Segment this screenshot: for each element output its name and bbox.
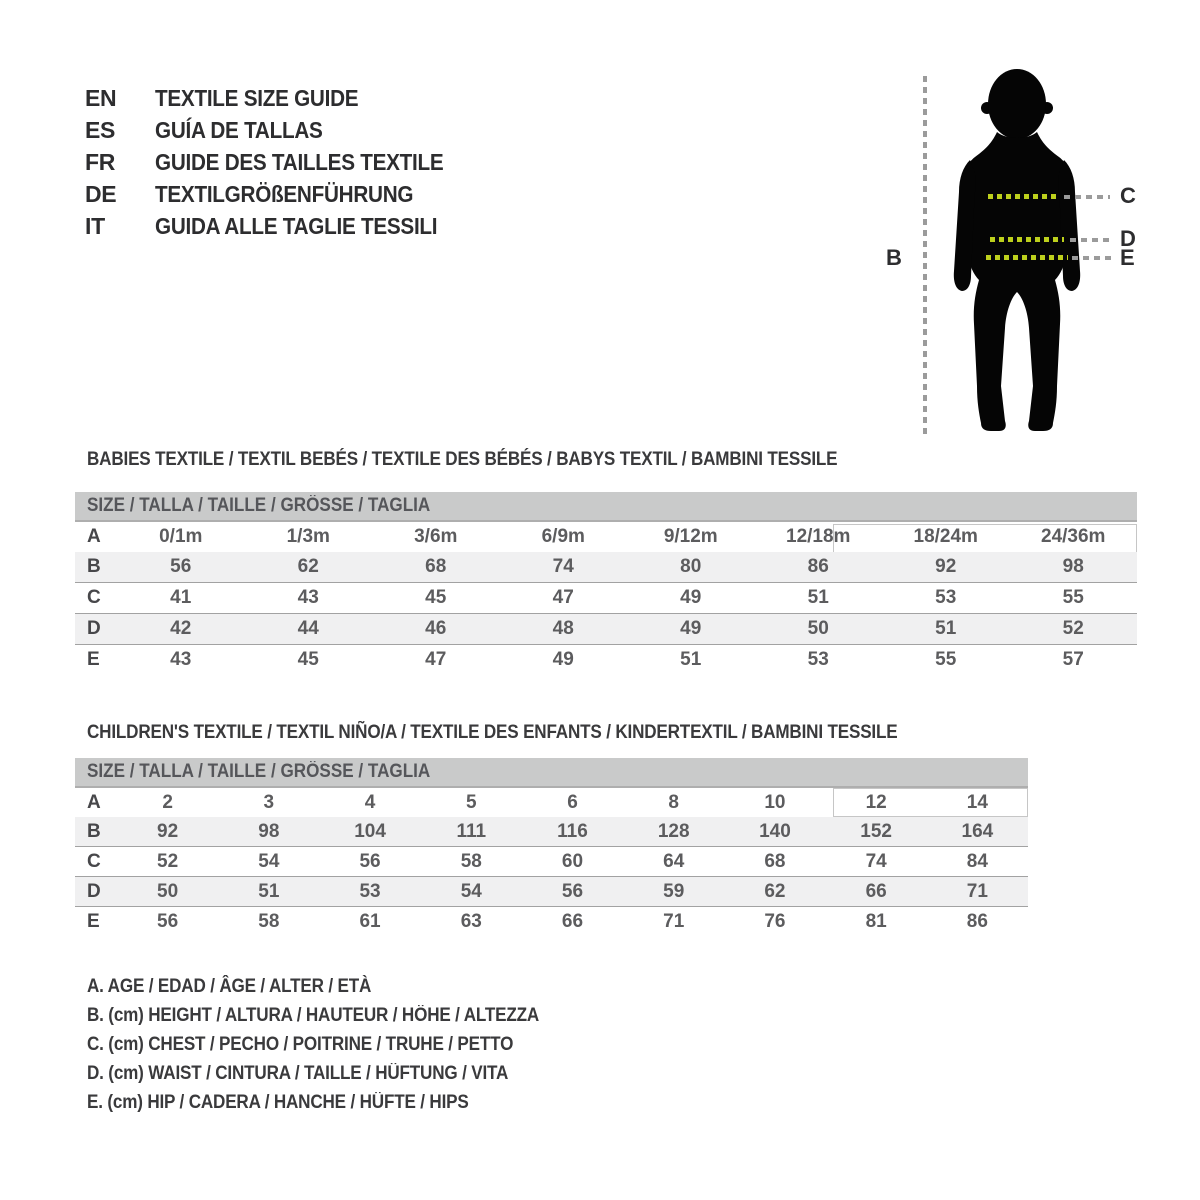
babies-table-rows — [75, 522, 1137, 675]
language-code: FR — [85, 148, 116, 175]
cell-value: 80 — [680, 556, 702, 577]
babies-section-heading-text: BABIES TEXTILE / TEXTIL BEBÉS / TEXTILE DES BÉBÉS / BABYS TEXTIL / BAMBINI TESSILE — [87, 449, 838, 470]
cell-value: 55 — [935, 649, 957, 670]
cell-value: 54 — [460, 880, 482, 902]
table-row — [75, 614, 1137, 645]
cell-value: 47 — [425, 649, 447, 670]
cell-value: 1/3m — [286, 526, 330, 547]
cell-value: 51 — [807, 587, 829, 608]
cell-value: 56 — [561, 880, 584, 902]
cell-value: 53 — [359, 880, 381, 902]
children-size-table — [75, 758, 1028, 936]
cell-value: 56 — [157, 910, 179, 932]
child-silhouette-icon — [948, 58, 1088, 436]
cell-value: 12 — [865, 791, 887, 813]
cell-value: 49 — [680, 618, 702, 639]
cell-value: 71 — [966, 880, 988, 902]
cell-value: 81 — [865, 910, 887, 932]
cell-value: 71 — [663, 910, 685, 932]
cell-value: 44 — [297, 618, 319, 639]
legend-text: E. (cm) HIP / CADERA / HANCHE / HÜFTE / HIPS — [87, 1091, 469, 1113]
language-row — [85, 146, 476, 178]
babies-size-table — [75, 492, 1137, 675]
table-row — [75, 552, 1137, 583]
babies-table-header-text: SIZE / TALLA / TAILLE / GRÖSSE / TAGLIA — [87, 495, 431, 516]
cell-value: 3 — [263, 791, 275, 813]
cell-value: 41 — [170, 587, 192, 608]
cell-value: 76 — [764, 910, 786, 932]
cell-value: 8 — [668, 791, 679, 813]
height-measure-line — [923, 76, 927, 438]
waist-measure-line — [990, 237, 1064, 242]
cell-value: 51 — [680, 649, 702, 670]
cell-value: 60 — [561, 850, 584, 872]
legend-text: C. (cm) CHEST / PECHO / POITRINE / TRUHE / PETTO — [87, 1033, 514, 1055]
cell-value: 45 — [425, 587, 447, 608]
cell-value: 56 — [359, 850, 381, 872]
cell-value: 4 — [364, 791, 376, 813]
cell-value: 12/18m — [786, 526, 851, 547]
cell-value: 86 — [807, 556, 829, 577]
cell-value: 53 — [935, 587, 957, 608]
table-row — [75, 788, 1028, 817]
cell-value: 92 — [157, 820, 179, 842]
chest-measure-leader — [1064, 195, 1110, 199]
chest-measure-line — [988, 194, 1058, 199]
cell-value: 51 — [935, 618, 957, 639]
cell-value: 66 — [865, 880, 887, 902]
cell-value: 14 — [966, 791, 988, 813]
cell-value: 62 — [297, 556, 319, 577]
cell-value: 104 — [354, 820, 386, 842]
cell-value: 24/36m — [1041, 526, 1106, 547]
language-label: GUIDA ALLE TAGLIE TESSILI — [155, 212, 438, 239]
height-measure-label: B — [886, 245, 902, 270]
cell-value: 61 — [359, 910, 381, 932]
row-label: B — [87, 820, 101, 842]
cell-value: 74 — [552, 556, 574, 577]
hip-measure-line — [986, 255, 1068, 260]
cell-value: 56 — [170, 556, 192, 577]
row-label: A — [87, 526, 101, 547]
cell-value: 6/9m — [541, 526, 585, 547]
cell-value: 52 — [157, 850, 179, 872]
waist-measure-label: D — [1120, 226, 1136, 251]
table-row — [75, 907, 1028, 936]
table-row — [75, 645, 1137, 675]
cell-value: 45 — [297, 649, 319, 670]
row-label: D — [87, 618, 101, 639]
row-label: E — [87, 649, 100, 670]
cell-value: 86 — [966, 910, 988, 932]
hip-measure-label: E — [1120, 245, 1135, 270]
legend-line — [87, 1088, 589, 1117]
cell-value: 98 — [1062, 556, 1084, 577]
cell-value: 53 — [807, 649, 829, 670]
language-code: IT — [85, 212, 105, 239]
cell-value: 84 — [966, 850, 988, 872]
cell-value: 18/24m — [913, 526, 978, 547]
cell-value: 43 — [170, 649, 192, 670]
cell-value: 3/6m — [414, 526, 458, 547]
row-label: B — [87, 556, 101, 577]
cell-value: 51 — [258, 880, 280, 902]
cell-value: 52 — [1062, 618, 1084, 639]
cell-value: 66 — [561, 910, 584, 932]
babies-section-heading — [87, 449, 921, 471]
children-table-rows — [75, 788, 1028, 936]
language-code: DE — [85, 180, 117, 207]
row-label: D — [87, 880, 101, 902]
cell-value: 6 — [567, 791, 578, 813]
children-section-heading-text: CHILDREN'S TEXTILE / TEXTIL NIÑO/A / TEXTILE DES ENFANTS / KINDERTEXTIL / BAMBINI TESSILE — [87, 722, 898, 743]
cell-value: 47 — [552, 587, 574, 608]
cell-value: 54 — [258, 850, 280, 872]
waist-measure-leader — [1070, 238, 1112, 242]
row-label: A — [87, 791, 101, 813]
language-label: TEXTILE SIZE GUIDE — [155, 84, 359, 111]
language-list — [85, 82, 476, 242]
language-row — [85, 114, 476, 146]
cell-value: 116 — [557, 820, 588, 842]
row-label: C — [87, 587, 101, 608]
children-table-header-text: SIZE / TALLA / TAILLE / GRÖSSE / TAGLIA — [87, 761, 431, 782]
cell-value: 62 — [764, 880, 786, 902]
legend-line — [87, 1059, 589, 1088]
cell-value: 128 — [657, 820, 690, 842]
language-code: EN — [85, 84, 117, 111]
cell-value: 68 — [425, 556, 447, 577]
cell-value: 50 — [157, 880, 179, 902]
table-row — [75, 877, 1028, 907]
cell-value: 58 — [258, 910, 280, 932]
language-row — [85, 178, 476, 210]
table-row — [75, 817, 1028, 847]
language-code: ES — [85, 116, 116, 143]
cell-value: 58 — [460, 850, 482, 872]
cell-value: 74 — [865, 850, 887, 872]
cell-value: 140 — [759, 820, 791, 842]
cell-value: 64 — [663, 850, 685, 872]
language-label: GUIDE DES TAILLES TEXTILE — [155, 148, 444, 175]
table-row — [75, 583, 1137, 614]
children-section-heading — [87, 722, 988, 744]
chest-measure-label: C — [1120, 183, 1136, 208]
language-row — [85, 210, 476, 242]
hip-measure-leader — [1072, 256, 1112, 260]
legend-line — [87, 1001, 589, 1030]
legend-text: B. (cm) HEIGHT / ALTURA / HAUTEUR / HÖHE / ALTEZZA — [87, 1004, 540, 1026]
legend-text: A. AGE / EDAD / ÂGE / ALTER / ETÀ — [87, 975, 372, 997]
cell-value: 152 — [860, 820, 892, 842]
legend-list — [87, 972, 589, 1117]
children-table-header — [75, 758, 1028, 788]
cell-value: 10 — [764, 791, 786, 813]
cell-value: 57 — [1062, 649, 1084, 670]
cell-value: 0/1m — [159, 526, 203, 547]
cell-value: 50 — [807, 618, 829, 639]
legend-line — [87, 1030, 589, 1059]
cell-value: 63 — [460, 910, 482, 932]
babies-table-header — [75, 492, 1137, 522]
language-label: GUÍA DE TALLAS — [155, 116, 323, 143]
table-row — [75, 522, 1137, 552]
row-label: E — [87, 910, 100, 932]
row-label: C — [87, 850, 101, 872]
cell-value: 2 — [162, 791, 173, 813]
cell-value: 42 — [170, 618, 192, 639]
cell-value: 43 — [297, 587, 319, 608]
legend-text: D. (cm) WAIST / CINTURA / TAILLE / HÜFTUNG / VITA — [87, 1062, 509, 1084]
cell-value: 49 — [552, 649, 574, 670]
language-row — [85, 82, 476, 114]
language-label: TEXTILGRÖßENFÜHRUNG — [155, 180, 414, 207]
legend-line — [87, 972, 589, 1001]
cell-value: 55 — [1062, 587, 1084, 608]
cell-value: 46 — [425, 618, 447, 639]
cell-value: 164 — [961, 820, 994, 842]
cell-value: 59 — [663, 880, 685, 902]
cell-value: 49 — [680, 587, 702, 608]
cell-value: 48 — [552, 618, 574, 639]
table-row — [75, 847, 1028, 877]
cell-value: 5 — [465, 791, 477, 813]
cell-value: 9/12m — [663, 526, 718, 547]
cell-value: 68 — [764, 850, 786, 872]
cell-value: 98 — [258, 820, 280, 842]
cell-value: 111 — [456, 820, 487, 842]
cell-value: 92 — [935, 556, 957, 577]
